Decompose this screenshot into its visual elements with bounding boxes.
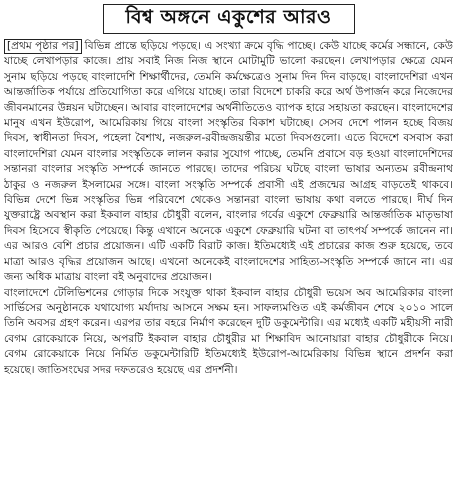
continuation-label: [প্রথম পৃষ্ঠার পর]: [4, 39, 82, 54]
paragraph-1: [4, 39, 453, 286]
headline: বিশ্ব অঙ্গনে একুশের আরও: [125, 6, 332, 28]
article-body: [4, 39, 453, 487]
paragraph-1-text: বিভিন্ন প্রান্তে ছড়িয়ে পড়ছে। এ সংখ্যা ক্রমে বৃদ্ধি পাচ্ছে। কেউ যাচ্ছে কর্মের সন্ধানে, কেউ যাচ্ছে লেখাপড়ার কাজে। প্রায় সবাই নিজ নিজ স্থানে মোটামুটি ভালো করছেন। লেখাপড়ার ক্ষেত্রে যেমন সুনাম ছড়িয়ে পড়ছে বাংলাদেশি শিক্ষার্থীদের, তেমনি কর্মক্ষেত্রেও সুনাম দিন দিন বাড়ছে। বাংলাদেশিরা এখন আন্তর্জাতিক পর্যায়ে প্রতিযোগিতা করে এগিয়ে যাচ্ছে। তারা বিদেশে চাকরি করে অর্থ উপার্জন করে নিজেদের জীবনমানের উন্নয়ন ঘটাচ্ছেন। আবার বাংলাদেশের অর্থনীতিতেও ব্যাপক হারে সহায়তা করছেন। বাংলাদেশের মানুষ এখন ইউরোপ, আমেরিকায় গিয়ে বাংলা সংস্কৃতির বিকাশ ঘটাচ্ছে। সেসব দেশে পালন হচ্ছে বিজয় দিবস, স্বাধীনতা দিবস, পহেলা বৈশাখ, নজরুল-রবীন্দ্রজয়ন্তীর মতো দিবসগুলো। এতে বিদেশে বসবাস করা বাংলাদেশিরা যেমন বাংলার সংস্কৃতিকে লালন করার সুযোগ পাচ্ছে, তেমনি প্রবাসে বড় হওয়া বাংলাদেশিদের সন্তানরা বাংলার সংস্কৃতি সম্পর্কে জানতে পারছে। তাদের পরিচয় ঘটছে বাংলা ভাষার অন্যতম রবীন্দ্রনাথ ঠাকুর ও নজরুল ইসলামের সঙ্গে। বাংলা সংস্কৃতি সম্পর্কে প্রবাসী এই প্রজন্মের আগ্রহ বাড়তেই থাকবে। বিভিন্ন দেশে ভিন্ন সংস্কৃতির ভিন্ন পরিবেশে থেকেও সন্তানরা বাংলা ভাষায় কথা বলতে পারছে। দীর্ঘ দিন যুক্তরাষ্ট্রে অবস্থান করা ইকবাল বাহার চৌধুরী বলেন, বাংলার গর্বের একুশে ফেব্রুয়ারি আন্তর্জাতিক মাতৃভাষা দিবস হিসেবে স্বীকৃতি পেয়েছে। কিন্তু এখানে অনেকে একুশে ফেব্রুয়ারি ঘটনা বা তাৎপর্য সম্পর্কে জানেন না। এর আরও বেশি প্রচার প্রয়োজন। এটি একটি বিরাট কাজ। ইতিমধ্যেই এই প্রচারের কাজ শুরু হয়েছে, তবে মাত্রা আরও বৃদ্ধির প্রয়োজন আছে। এখনো অনেকেই বাংলাদেশের সাহিত্য-সংস্কৃতি সম্পর্কে জানে না। এর জন্য অধিক মাত্রায় বাংলা বই অনুবাদের প্রয়োজন।: [4, 40, 453, 284]
paragraph-2: বাংলাদেশে টেলিভিশনের গোড়ার দিকে সংযুক্ত থাকা ইকবাল বাহার চৌধুরী ভয়েস অব আমেরিকার বাংলা সার্ভিসের অনুষ্ঠানকে যথাযোগ্য মর্যাদায় আসনে সক্ষম হন। সাফল্যমণ্ডিত এই কর্মজীবন শেষে ২০১০ সালে তিনি অবসর গ্রহণ করেন। এরপর তার বহরে নির্মাণ করেছেন দুটি ডকুমেন্টারি। এর মধ্যেই একটি মহীয়সী নারী বেগম রোকেয়াকে নিয়ে, অপরটি ইকবাল বাহার চৌধুরীর মা শিক্ষাবিদ আনোয়ারা বাহার চৌধুরীকে নিয়ে। বেগম রোকেয়াকে নিয়ে নির্মিত ডকুমেন্টারিটি ইতিমধ্যেই ইউরোপ-আমেরিকায় বিভিন্ন স্থানে প্রদর্শন করা হয়েছে। জাতিসংঘের সদর দফতরেও হয়েছে এর প্রদর্শনী।: [4, 286, 453, 376]
headline-box: [103, 4, 355, 34]
